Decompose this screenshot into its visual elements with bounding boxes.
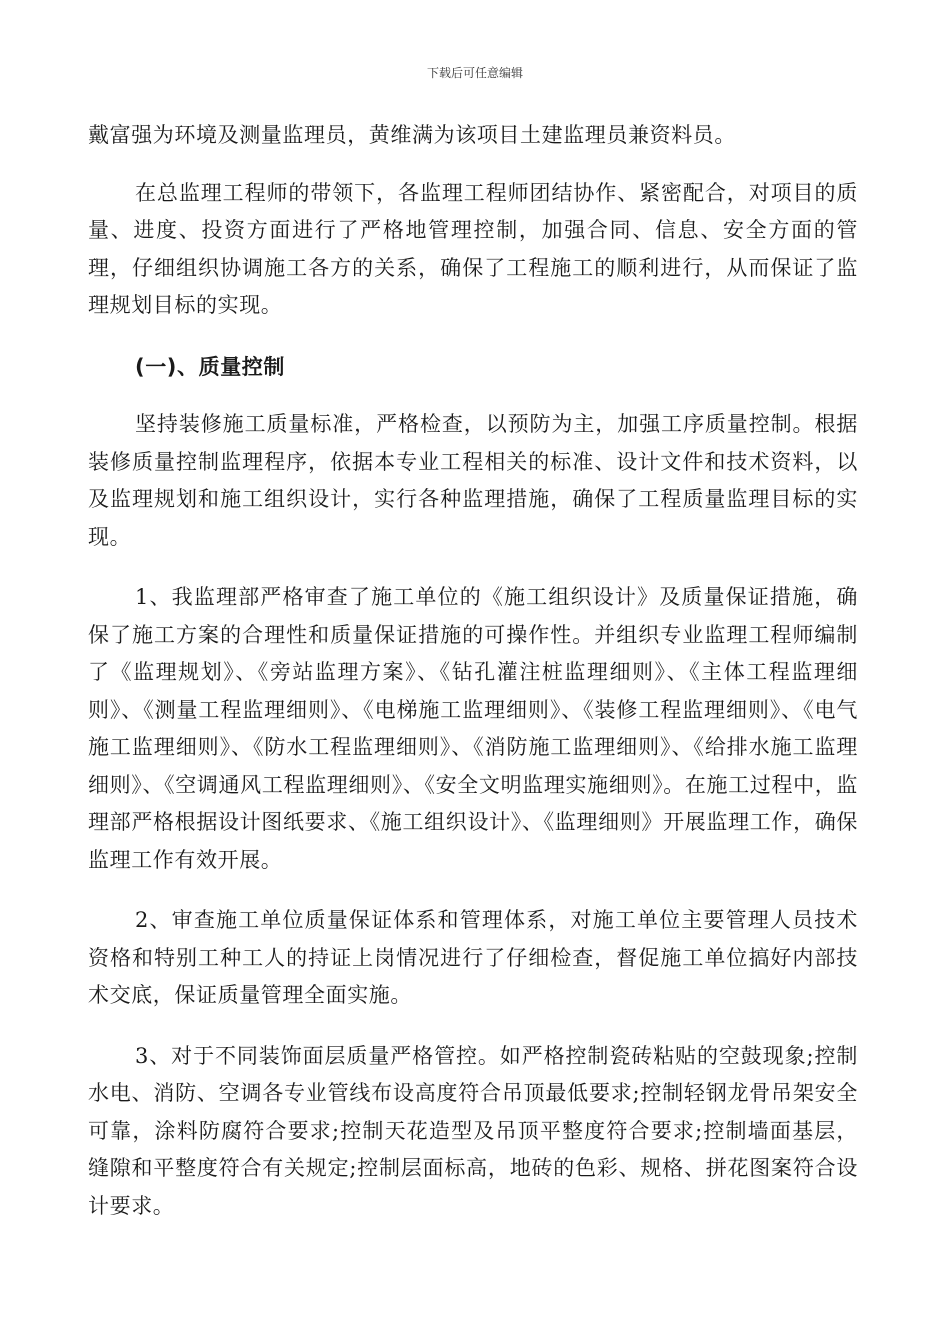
paragraph-item-3: 3、对于不同装饰面层质量严格管控。如严格控制瓷砖粘贴的空鼓现象;控制水电、消防、空调各专业管线布设高度符合吊顶最低要求;控制轻钢龙骨吊架安全可靠，涂料防腐符合要求;控制天花造型及吊顶平整度符合要求;控制墙面基层，缝隙和平整度符合有关规定;控制层面标高，地砖的色彩、规格、拼花图案符合设计要求。 bbox=[88, 1043, 858, 1218]
document-body bbox=[88, 117, 858, 1225]
paragraph-item-1: 1、我监理部严格审查了施工单位的《施工组织设计》及质量保证措施，确保了施工方案的合理性和质量保证措施的可操作性。并组织专业监理工程师编制了《监理规划》、《旁站监理方案》、《钻孔灌注桩监理细则》、《主体工程监理细则》、《测量工程监理细则》、《电梯施工监理细则》、《装修工程监理细则》、《电气施工监理细则》、《防水工程监理细则》、《消防施工监理细则》、《给排水施工监理细则》、《空调通风工程监理细则》、《安全文明监理实施细则》。在施工过程中，监理部严格根据设计图纸要求、《施工组织设计》、《监理细则》开展监理工作，确保监理工作有效开展。 bbox=[88, 585, 858, 872]
section-heading-quality-control: (一)、质量控制 bbox=[135, 354, 285, 379]
paragraph-team-overview: 在总监理工程师的带领下，各监理工程师团结协作、紧密配合，对项目的质量、进度、投资方面进行了严格地管理控制，加强合同、信息、安全方面的管理，仔细组织协调施工各方的关系，确保了工程施工的顺利进行，从而保证了监理规划目标的实现。 bbox=[88, 180, 858, 317]
paragraph-quality-standard: 坚持装修施工质量标准，严格检查，以预防为主，加强工序质量控制。根据装修质量控制监理程序，依据本专业工程相关的标准、设计文件和技术资料，以及监理规划和施工组织设计，实行各种监理措施，确保了工程质量监理目标的实现。 bbox=[88, 412, 858, 549]
paragraph-item-2: 2、审查施工单位质量保证体系和管理体系，对施工单位主要管理人员技术资格和特别工种工人的持证上岗情况进行了仔细检查，督促施工单位搞好内部技术交底，保证质量管理全面实施。 bbox=[88, 908, 858, 1007]
page-header: 下载后可任意编辑 bbox=[426, 66, 523, 80]
paragraph-staff: 戴富强为环境及测量监理员，黄维满为该项目土建监理员兼资料员。 bbox=[88, 123, 736, 147]
